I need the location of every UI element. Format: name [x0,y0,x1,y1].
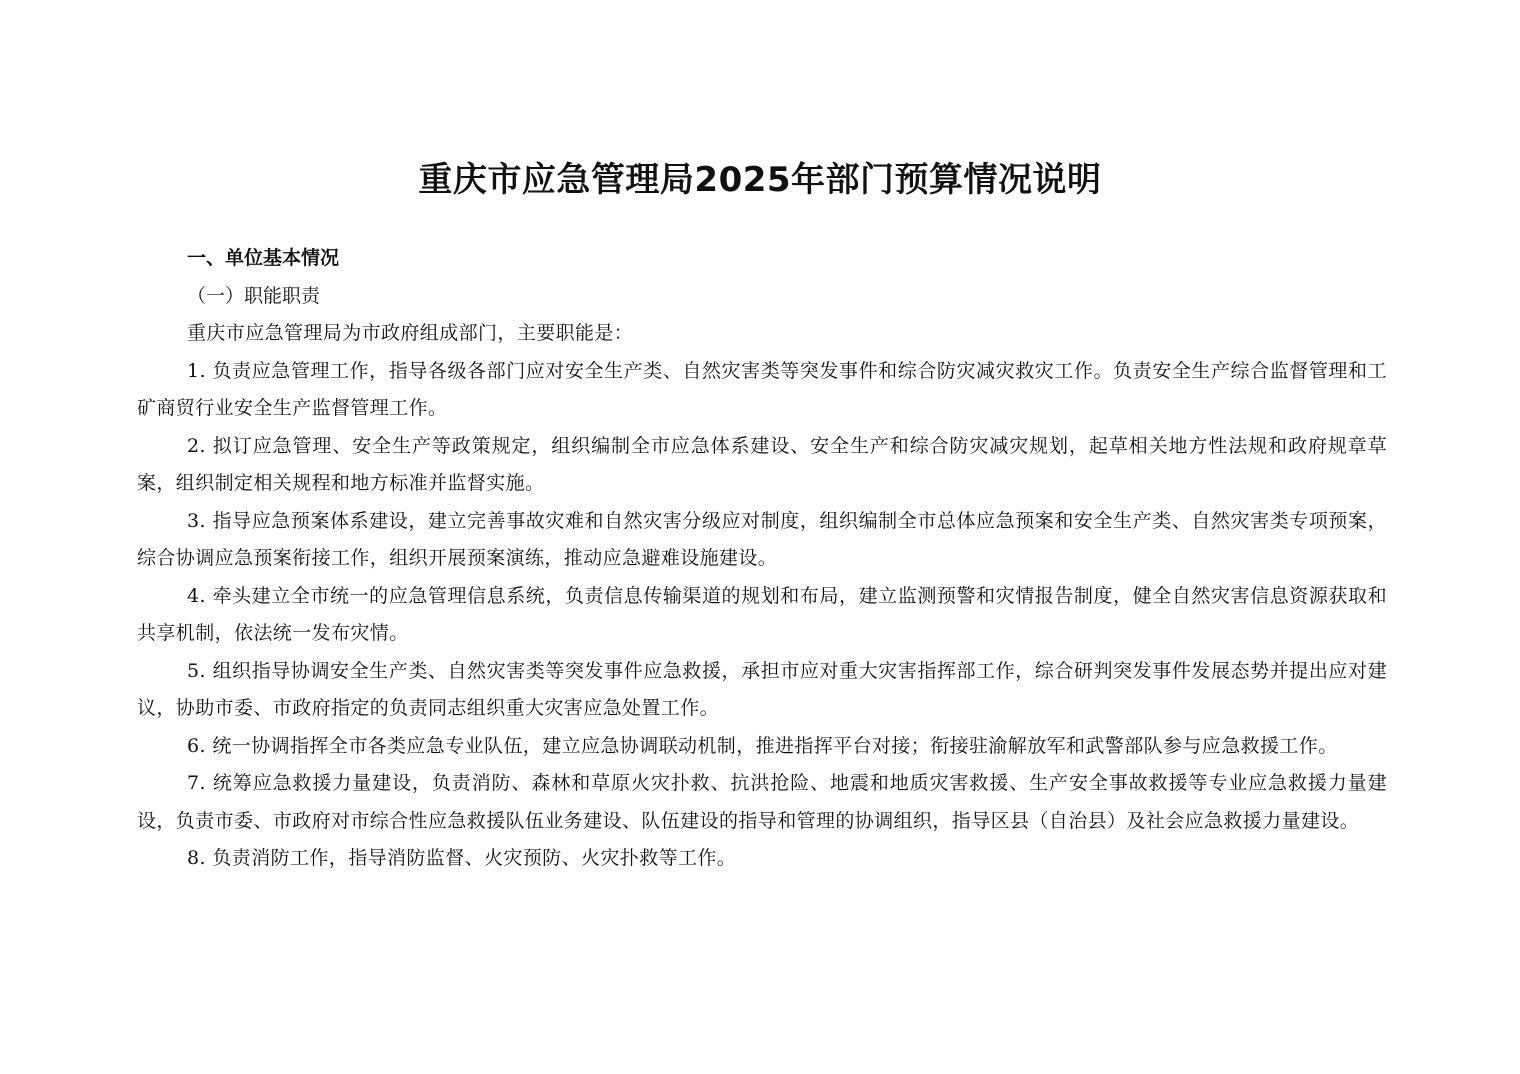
duty-text: 统筹应急救援力量建设，负责消防、森林和草原火灾扑救、抗洪抢险、地震和地质灾害救援、生产安全事故救援等专业应急救援力量建设，负责市委、市政府对市综合性应急救援队伍业务建设、队伍建设的指导和管理的协调组织，指导区县（自治县）及社会应急救援力量建设。 [137,772,1387,832]
duty-number: 3. [187,509,206,532]
document-title: 重庆市应急管理局2025年部门预算情况说明 [418,160,1102,200]
duty-item-1 [137,353,1387,428]
duty-number: 8. [187,847,206,869]
duty-number: 7. [187,772,206,794]
duty-item-8 [137,840,1387,878]
duty-text: 拟订应急管理、安全生产等政策规定，组织编制全市应急体系建设、安全生产和综合防灾减灾规划，起草相关地方性法规和政府规章草案，组织制定相关规程和地方标准并监督实施。 [137,434,1387,494]
document-body [137,240,1387,878]
duty-number: 4. [187,584,206,607]
subsection-heading: （一）职能职责 [187,284,321,307]
duty-item-5 [137,653,1387,728]
duty-item-3 [137,503,1387,578]
duty-number: 1. [187,359,206,382]
duty-item-4 [137,578,1387,653]
duty-text: 组织指导协调安全生产类、自然灾害类等突发事件应急救援，承担市应对重大灾害指挥部工作，综合研判突发事件发展态势并提出应对建议，协助市委、市政府指定的负责同志组织重大灾害应急处置工作。 [137,659,1387,719]
duty-item-7 [137,765,1387,840]
duty-number: 2. [187,434,206,457]
section-heading: 一、单位基本情况 [187,247,340,269]
intro-paragraph: 重庆市应急管理局为市政府组成部门，主要职能是： [187,322,634,344]
duties-list [137,353,1387,878]
duty-item-6 [137,728,1387,766]
duty-text: 统一协调指挥全市各类应急专业队伍，建立应急协调联动机制，推进指挥平台对接；衔接驻渝解放军和武警部队参与应急救援工作。 [212,734,1338,757]
duty-text: 指导应急预案体系建设，建立完善事故灾难和自然灾害分级应对制度，组织编制全市总体应急预案和安全生产类、自然灾害类专项预案，综合协调应急预案衔接工作，组织开展预案演练，推动应急避难设施建设。 [137,509,1387,569]
duty-text: 牵头建立全市统一的应急管理信息系统，负责信息传输渠道的规划和布局，建立监测预警和灾情报告制度，健全自然灾害信息资源获取和共享机制，依法统一发布灾情。 [137,584,1387,644]
duty-text: 负责消防工作，指导消防监督、火灾预防、火灾扑救等工作。 [212,847,737,869]
duty-item-2 [137,428,1387,503]
duty-number: 6. [187,734,206,757]
duty-text: 负责应急管理工作，指导各级各部门应对安全生产类、自然灾害类等突发事件和综合防灾减灾救灾工作。负责安全生产综合监督管理和工矿商贸行业安全生产监督管理工作。 [137,359,1387,419]
duty-number: 5. [187,659,206,682]
